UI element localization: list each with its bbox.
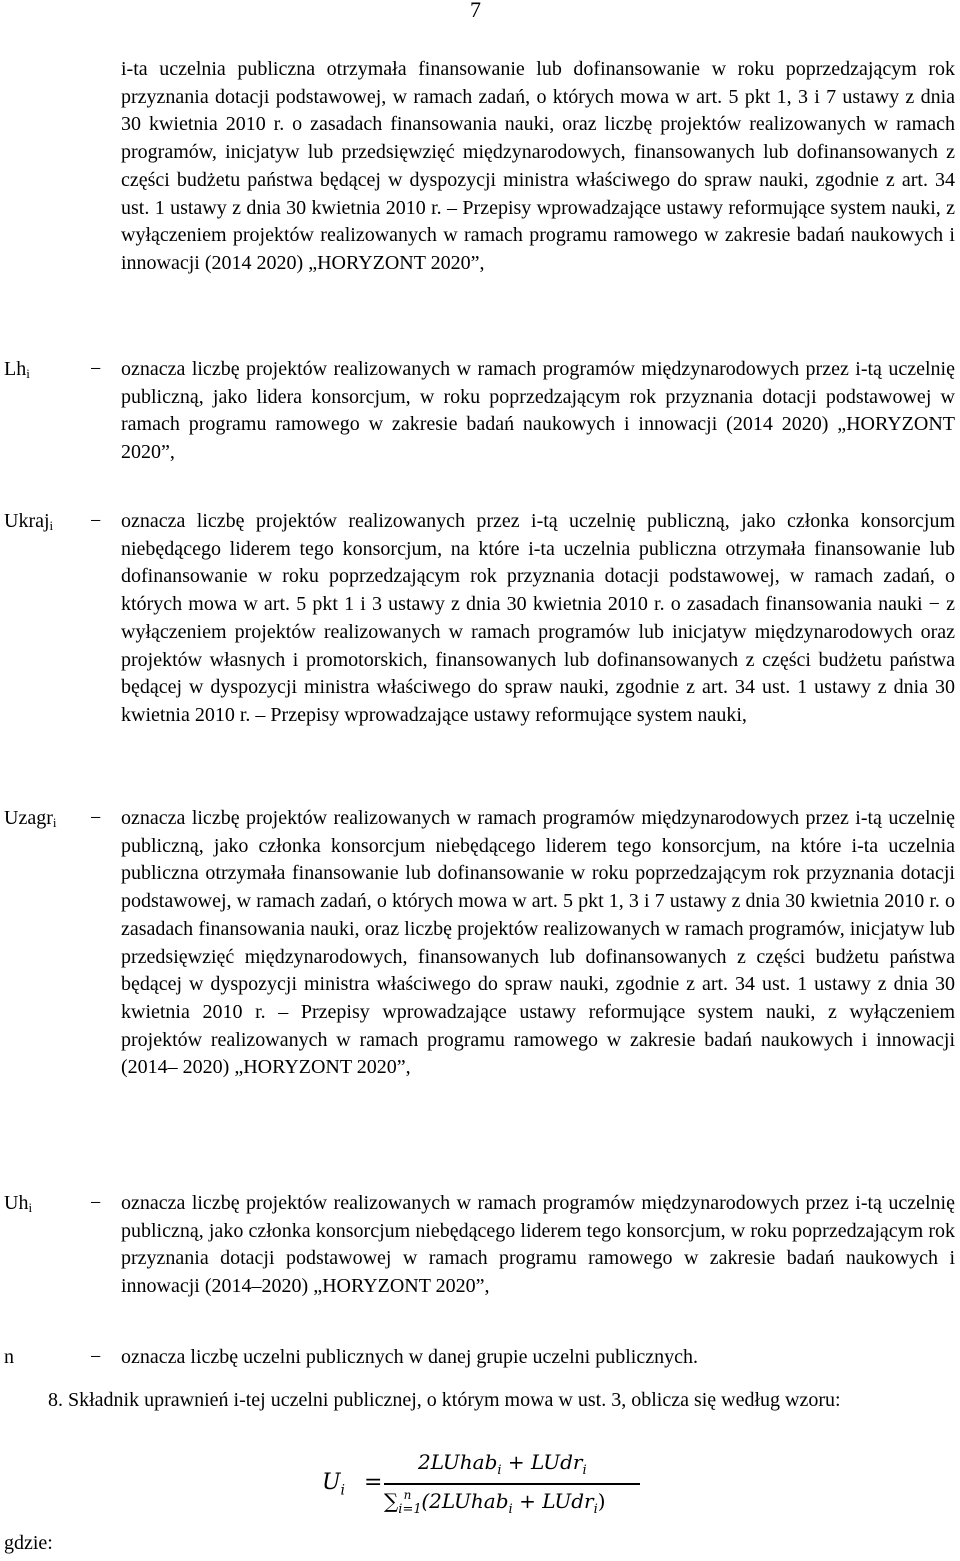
definition-text-uzagr: oznacza liczbę projektów realizowanych w ramach programów międzynarodowych przez i-tą uczelnię publiczną, jako członka konsorcjum niebędącego liderem tego konsorcjum, na które i-ta uczelnia publiczna otrzymała finansowanie lub dofinansowanie w roku poprzedzającym rok przyznania dotacji podstawowej, w ramach zadań, o których mowa w art. 5 pkt 1, 3 i 7 ustawy z dnia 30 kwietnia 2010 r. o zasadach finansowania nauki, oraz liczbę projektów realizowanych w ramach programów, inicjatyw lub przedsięwzięć międzynarodowych, finansowanych lub dofinansowanych z części budżetu państwa będącej w dyspozycji ministra właściwego do spraw nauki, zgodnie z art. 34 ust. 1 ustawy z dnia 30 kwietnia 2010 r. – Przepisy wprowadzające ustawy reformujące system nauki, z wyłączeniem projektów realizowanych w ramach programu ramowego w zakresie badań naukowych i innowacji (2014– 2020) „HORYZONT 2020”, <box>121 807 955 1079</box>
formula-denominator: $\sum_{i=1}^n$ (2LUhab$_i$ + LUdr$_i$) <box>384 1488 606 1517</box>
definition-dash: − <box>90 807 102 829</box>
gdzie-label: gdzie: <box>4 1532 53 1554</box>
formula-lhs: $U_i$ <box>322 1470 346 1499</box>
formula-numerator: 2LUhab$_i$ + LUdr$_i$ <box>418 1450 587 1478</box>
definition-dash: − <box>90 510 102 532</box>
definition-dash: − <box>90 1346 102 1368</box>
definition-text-ukraj: oznacza liczbę projektów realizowanych przez i-tą uczelnię publiczną, jako członka konsorcjum niebędącego liderem tego konsorcjum, na które i-ta uczelnia publiczna otrzymała finansowanie lub dofinansowanie w roku poprzedzającym rok przyznania dotacji podstawowej, w ramach zadań, o których mowa w art. 5 pkt 1 i 3 ustawy z dnia 30 kwietnia 2010 r. o zasadach finansowania nauki − z wyłączeniem projektów realizowanych w ramach programów lub inicjatyw międzynarodowych oraz projektów własnych i promotorskich, finansowanych lub dofinansowanych z części budżetu państwa będącej w dyspozycji ministra właściwego do spraw nauki, zgodnie z art. 34 ust. 1 ustawy z dnia 30 kwietnia 2010 r. – Przepisy wprowadzające ustawy reformujące system nauki, <box>121 510 955 726</box>
page-number: 7 <box>470 0 481 22</box>
definition-text-n: oznacza liczbę uczelni publicznych w danej grupie uczelni publicznych. <box>121 1346 698 1368</box>
section-8-paragraph: 8. Składnik uprawnień i-tej uczelni publicznej, o którym mowa w ust. 3, oblicza się według wzoru: <box>48 1389 841 1411</box>
formula-equals: = <box>364 1470 383 1495</box>
definition-term-lh: $Lh_i$ <box>4 358 30 381</box>
definition-text-lh: oznacza liczbę projektów realizowanych w ramach programów międzynarodowych przez i-tą uczelnię publiczną, jako lidera konsorcjum, w roku poprzedzającym rok przyznania dotacji podstawowej w ramach programu ramowego w zakresie badań naukowych i innowacji (2014 2020) „HORYZONT 2020”, <box>121 358 955 464</box>
intro-paragraph: i-ta uczelnia publiczna otrzymała finansowanie lub dofinansowanie w roku poprzedzającym rok przyznania dotacji podstawowej, w ramach zadań, o których mowa w art. 5 pkt 1, 3 i 7 ustawy z dnia 30 kwietnia 2010 r. o zasadach finansowania nauki, oraz liczbę projektów realizowanych w ramach programów, inicjatyw lub przedsięwzięć międzynarodowych, finansowanych lub dofinansowanych z części budżetu państwa będącej w dyspozycji ministra właściwego do spraw nauki, zgodnie z art. 34 ust. 1 ustawy z dnia 30 kwietnia 2010 r. – Przepisy wprowadzające ustawy reformujące system nauki, z wyłączeniem projektów realizowanych w ramach programu ramowego w zakresie badań naukowych i innowacji (2014 2020) „HORYZONT 2020”, <box>121 58 955 274</box>
definition-dash: − <box>90 358 102 380</box>
definition-term-ukraj: Ukraj$_i$ <box>4 510 54 533</box>
definition-text-uh: oznacza liczbę projektów realizowanych w ramach programów międzynarodowych przez i-tą uczelnię publiczną, jako członka konsorcjum niebędącego liderem tego konsorcjum, w roku poprzedzającym rok przyznania dotacji podstawowej w ramach programu ramowego w zakresie badań naukowych i innowacji (2014–2020) „HORYZONT 2020”, <box>121 1192 955 1298</box>
definition-term-uzagr: Uzagr$_i$ <box>4 807 57 830</box>
fraction-bar <box>384 1483 640 1485</box>
definition-term-uh: $Uh_i$ <box>4 1192 33 1215</box>
definition-term-n: n <box>4 1346 14 1368</box>
definition-dash: − <box>90 1192 102 1214</box>
